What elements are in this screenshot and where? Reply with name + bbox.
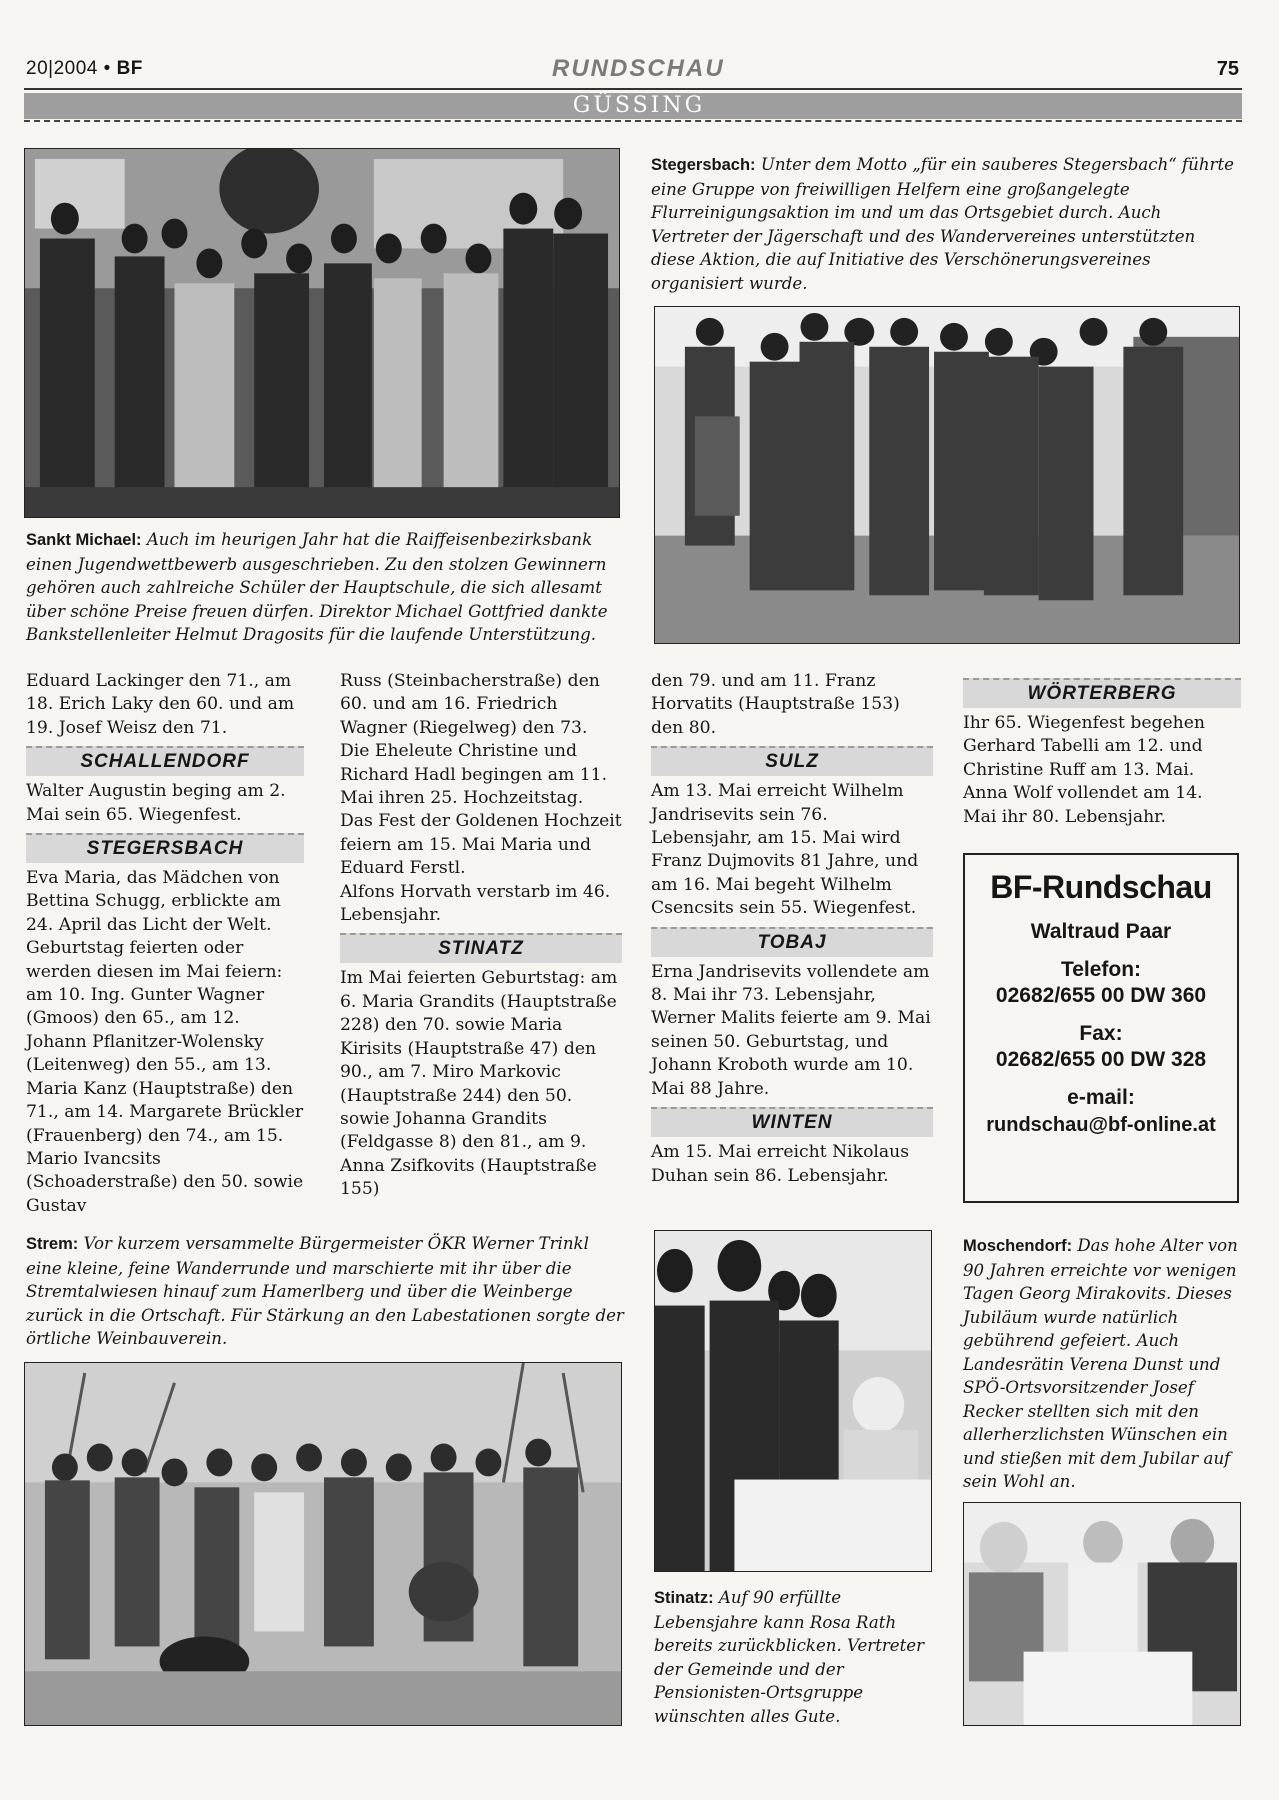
section-heading-tobaj: TOBAJ <box>651 927 933 957</box>
paragraph: Am 15. Mai erreicht Nikolaus Duhan sein 86. Lebensjahr. <box>651 1142 910 1186</box>
region-title: GÜSSING <box>572 93 706 118</box>
email-address[interactable]: rundschau@bf-online.at <box>986 1114 1216 1136</box>
paragraph: Das Fest der Goldenen Hochzeit feiern am 15. Mai Maria und Eduard Ferstl. <box>340 811 622 879</box>
column-4 <box>963 676 1241 829</box>
paragraph: Am 13. Mai erreicht Wilhelm Jandrisevits sein 76. Lebensjahr, am 15. Mai wird Franz Dujmovits 81 Jahre, und am 16. Mai begeht Wilhelm Csencsits sein 55. Wiegenfest. <box>651 781 919 919</box>
caption-text: Das hohe Alter von 90 Jahren erreichte vor wenigen Tagen Georg Mirakovits. Dieses Jubiläum wurde natürlich gebührend gefeiert. Auch Landesrätin Verena Dunst und SPÖ-Ortsvorsitzender Josef Recker stellten sich mit den allerherzlichsten Wünschen ein und stießen mit dem Jubilar auf sein Wohl an. <box>963 1236 1238 1491</box>
contact-title: BF-Rundschau <box>990 869 1212 905</box>
fax-label: Fax: <box>1079 1022 1123 1045</box>
photo-sankt-michael <box>24 148 620 518</box>
section-title: RUNDSCHAU <box>552 55 725 82</box>
column-3 <box>651 670 933 1188</box>
section-heading-schallendorf: SCHALLENDORF <box>26 746 304 776</box>
caption-place: Strem: <box>26 1235 79 1253</box>
page-number: 75 <box>1216 58 1239 80</box>
caption-text: Vor kurzem versammelte Bürgermeister ÖKR Werner Trinkl eine kleine, feine Wanderrunde und marschierte mit ihr über die Stremtalwiesen hinauf zum Hamerlberg und über die Weinberge zurück in die Ortschaft. Für Stärkung an den Labestationen sorgte der örtliche Weinbauverein. <box>26 1234 624 1348</box>
photo-strem <box>24 1362 622 1726</box>
paragraph: Eva Maria, das Mädchen von Bettina Schugg, erblickte am 24. April das Licht der Welt. Geburtstag feierten oder werden diesen im Mai feiern: am 10. Ing. Gunter Wagner (Gmoos) den 65., am 12. Johann Pflanitzer-Wolensky (Leitenweg) den 55., am 13. Maria Kanz (Hauptstraße) den 71., am 14. Margarete Brückler (Frauenberg) den 74., am 15. Mario Ivancsits (Schoaderstraße) den 50. sowie Gustav <box>26 868 304 1216</box>
caption-place: Stegersbach: <box>651 156 756 174</box>
paragraph: Die Eheleute Christine und Richard Hadl begingen am 11. Mai ihren 25. Hochzeitstag. <box>340 741 608 809</box>
header-rule <box>24 88 1242 90</box>
paragraph: Im Mai feierten Geburtstag: am 6. Maria Grandits (Hauptstraße 228) den 70. sowie Maria Kirisits (Hauptstraße 47) den 90., am 7. Miro Markovic (Hauptstraße 244) den 50. sowie Johanna Grandits (Feldgasse 8) den 81., am 9. Anna Zsifkovits (Hauptstraße 155) <box>340 968 618 1200</box>
email-label: e-mail: <box>1067 1086 1135 1109</box>
brand-label: BF <box>116 58 143 79</box>
caption-text: Auf 90 erfüllte Lebensjahre kann Rosa Rath bereits zurückblicken. Vertreter der Gemeinde und der Pensionisten-Ortsgruppe wünschten alles Gute. <box>654 1588 925 1726</box>
phone-number: 02682/655 00 DW 360 <box>995 984 1207 1007</box>
paragraph: Alfons Horvath verstarb im 46. Lebensjahr. <box>340 881 611 926</box>
caption-place: Moschendorf: <box>963 1237 1073 1255</box>
section-heading-woerterberg: WÖRTERBERG <box>963 678 1241 708</box>
photo-stinatz <box>654 1230 932 1572</box>
column-2 <box>340 670 622 1202</box>
issue-info: 20|2004 • BF <box>26 58 143 79</box>
caption-place: Stinatz: <box>654 1589 714 1607</box>
header-dash-rule <box>24 120 1242 122</box>
contact-box <box>963 853 1239 1203</box>
phone-label: Telefon: <box>1060 958 1142 981</box>
caption-text: Auch im heurigen Jahr hat die Raiffeisenbezirksbank einen Jugendwettbewerb ausgeschrieben. Zu den stolzen Gewinnern gehören auch zahlreiche Schüler der Hauptschule, die sich allesamt über schöne Preise freuen dürfen. Direktor Michael Gottfried dankte Bankstellenleiter Helmut Dragosits für die laufende Unterstützung. <box>26 530 608 644</box>
caption-strem <box>26 1232 624 1351</box>
caption-text: Unter dem Motto „für ein sauberes Stegersbach“ führte eine Gruppe von freiwilligen Helfern eine großangelegte Flurreinigungsaktion im und um das Ortsgebiet durch. Auch Vertreter der Jägerschaft und des Wandervereines unterstützten diese Aktion, die auf Initiative des Verschönerungsvereines organisiert wurde. <box>651 155 1234 293</box>
photo-stegersbach <box>654 306 1240 644</box>
paragraph: Erna Jandrisevits vollendete am 8. Mai ihr 73. Lebensjahr, Werner Malits feierte am 9. Mai seinen 50. Geburtstag, und Johann Kroboth wurde am 10. Mai 88 Jahre. <box>651 961 931 1099</box>
paragraph: Eduard Lackinger den 71., am 18. Erich Laky den 60. und am 19. Josef Weisz den 71. <box>26 671 295 738</box>
section-heading-sulz: SULZ <box>651 746 933 776</box>
column-1 <box>26 670 304 1218</box>
paragraph: den 79. und am 11. Franz Horvatits (Hauptstraße 153) den 80. <box>651 671 900 738</box>
paragraph: Walter Augustin beging am 2. Mai sein 65. Wiegenfest. <box>26 781 286 825</box>
section-heading-stegersbach: STEGERSBACH <box>26 833 304 863</box>
paragraph: Russ (Steinbacherstraße) den 60. und am 16. Friedrich Wagner (Riegelweg) den 73. <box>340 671 600 738</box>
caption-sankt-michael <box>26 528 624 647</box>
section-heading-winten: WINTEN <box>651 1107 933 1137</box>
fax-number: 02682/655 00 DW 328 <box>995 1048 1207 1071</box>
caption-stegersbach <box>651 153 1243 295</box>
caption-place: Sankt Michael: <box>26 531 142 549</box>
caption-moschendorf <box>963 1234 1243 1494</box>
paragraph: Ihr 65. Wiegenfest begehen Gerhard Tabelli am 12. und Christine Ruff am 13. Mai. Anna Wolf vollendet am 14. Mai ihr 80. Lebensjahr. <box>963 713 1205 827</box>
section-heading-stinatz: STINATZ <box>340 933 622 963</box>
contact-name: Waltraud Paar <box>1030 920 1172 943</box>
photo-moschendorf <box>963 1502 1241 1726</box>
caption-stinatz <box>654 1586 934 1728</box>
